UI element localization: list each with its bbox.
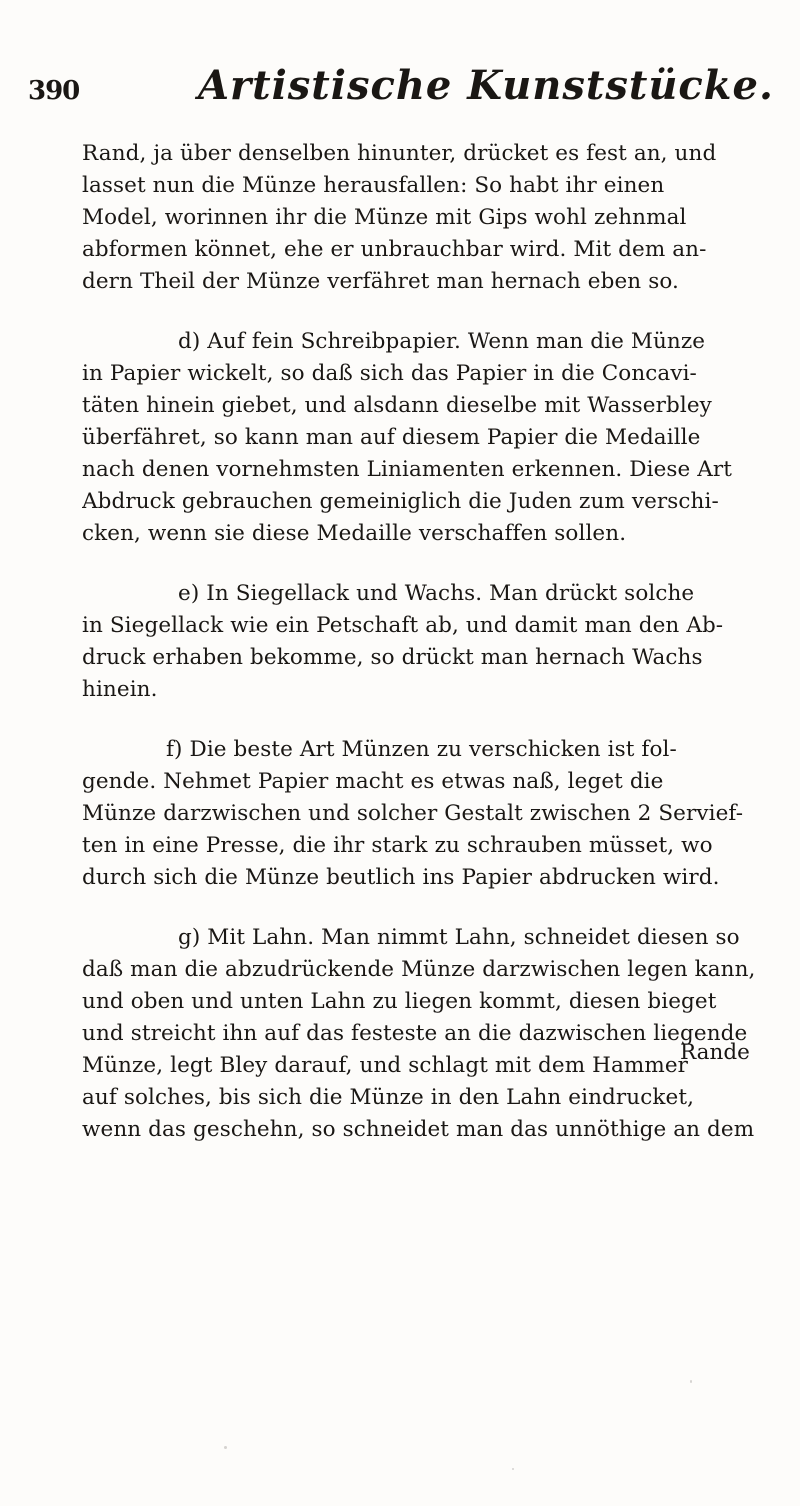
- text-line: und oben und unten Lahn zu liegen kommt, diesen bieget: [82, 989, 717, 1014]
- paragraph-gap: [82, 550, 770, 578]
- section-d-line: d) Auf fein Schreibpapier. Wenn man die Münze: [178, 329, 706, 354]
- text-line: cken, wenn sie diese Medaille verschaffen sollen.: [82, 521, 627, 546]
- paragraph-gap: [82, 298, 770, 326]
- text-line: abformen könnet, ehe er unbrauchbar wird. Mit dem an-: [82, 237, 707, 262]
- running-head: [28, 62, 774, 112]
- text-line: Abdruck gebrauchen gemeiniglich die Juden zum verschi-: [82, 489, 719, 514]
- text-line: Model, worinnen ihr die Münze mit Gips wohl zehnmal: [82, 205, 687, 230]
- page-title: Artistische Kunststücke.: [198, 62, 774, 109]
- paragraph-gap: [82, 706, 770, 734]
- section-f-line: f) Die beste Art Münzen zu verschicken ist fol-: [166, 737, 677, 762]
- text-line: daß man die abzudrückende Münze darzwischen legen kann,: [82, 957, 756, 982]
- text-line: druck erhaben bekomme, so drückt man hernach Wachs: [82, 645, 703, 670]
- text-line: lasset nun die Münze herausfallen: So habt ihr einen: [82, 173, 665, 198]
- page-number: 390: [28, 76, 80, 106]
- text-line: gende. Nehmet Papier macht es etwas naß, leget die: [82, 769, 664, 794]
- text-line: hinein.: [82, 677, 158, 702]
- paper-speck: [690, 1380, 692, 1383]
- text-line: und streicht ihn auf das festeste an die dazwischen liegende: [82, 1021, 748, 1046]
- paper-speck: [224, 1446, 227, 1449]
- text-line: durch sich die Münze beutlich ins Papier abdrucken wird.: [82, 865, 720, 890]
- text-line: dern Theil der Münze verfähret man hernach eben so.: [82, 269, 679, 294]
- text-line: Rand, ja über denselben hinunter, drücket es fest an, und: [82, 141, 717, 166]
- text-line: ten in eine Presse, die ihr stark zu schrauben müsset, wo: [82, 833, 713, 858]
- section-e-line: e) In Siegellack und Wachs. Man drückt solche: [178, 581, 695, 606]
- section-g-line: g) Mit Lahn. Man nimmt Lahn, schneidet diesen so: [178, 925, 740, 950]
- text-line: in Papier wickelt, so daß sich das Papier in die Concavi-: [82, 361, 697, 386]
- text-line: nach denen vornehmsten Liniamenten erkennen. Diese Art: [82, 457, 733, 482]
- paper-speck: [512, 1468, 514, 1470]
- catchword: Rande: [680, 1040, 750, 1065]
- text-line: überfähret, so kann man auf diesem Papier die Medaille: [82, 425, 701, 450]
- paragraph-gap: [82, 894, 770, 922]
- text-line: in Siegellack wie ein Petschaft ab, und damit man den Ab-: [82, 613, 724, 638]
- body-text: [82, 138, 770, 1146]
- text-line: auf solches, bis sich die Münze in den Lahn eindrucket,: [82, 1085, 695, 1110]
- text-line: Münze, legt Bley darauf, und schlagt mit dem Hammer: [82, 1053, 689, 1078]
- text-line: täten hinein giebet, und alsdann dieselbe mit Wasserbley: [82, 393, 712, 418]
- text-line: Münze darzwischen und solcher Gestalt zwischen 2 Servief-: [82, 801, 744, 826]
- text-line: wenn das geschehn, so schneidet man das unnöthige an dem: [82, 1117, 755, 1142]
